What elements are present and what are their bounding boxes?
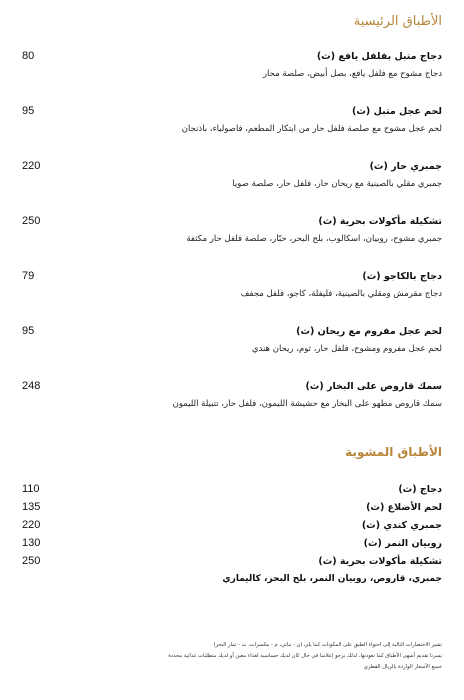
item-price: 248 <box>22 380 41 392</box>
footer-notes <box>22 640 442 673</box>
item-price: 80 <box>22 50 35 62</box>
grill-item <box>22 501 442 513</box>
menu-item <box>22 380 442 409</box>
item-name: تشكيلة مأكولات بحرية (ث) <box>318 216 442 227</box>
item-name: جمبري كندي (ث) <box>361 520 442 531</box>
menu-item <box>22 325 442 354</box>
footer-note-currency: جميع الأسعار الواردة بالريال القطري <box>363 664 442 670</box>
item-name: دجاج بالكاجو (ث) <box>362 271 442 282</box>
item-name: لحم عجل مفروم مع ريحان (ث) <box>296 326 442 337</box>
footer-note-allergy: يسرنا تقديم أشهى الأطباق كما تعودتها، لذلك نرجو إعلامنا في حال كان لديك حساسية لغذاء معين أو لديك متطلبات غذائية محددة <box>168 653 442 659</box>
item-price: 135 <box>22 501 41 513</box>
menu-item <box>22 270 442 299</box>
item-price: 130 <box>22 537 41 549</box>
mixed-seafood-description: جمبري، قاروص، روبيان النمر، بلح البحر، كاليماري <box>222 574 442 584</box>
item-description: جمبري مقلي بالصينية مع ريحان حار، فلفل حار، صلصة صويا <box>232 179 442 189</box>
item-description: دجاج مشوح مع فلفل يافع، بصل أبيض، صلصة محار <box>262 69 442 79</box>
item-price: 220 <box>22 160 41 172</box>
footer-note-abbreviations: تشير الاختصارات التالية إلى احتواء الطبق على المكونات كما يلي (ن - نباتي، م - مكسرات، ث - ثمار البحر) <box>213 642 442 648</box>
menu-item <box>22 215 442 244</box>
item-name: لحم الأضلاع (ث) <box>366 502 442 513</box>
item-description: سمك قاروص مطهو على البخار مع حشيشة الليمون، فلفل حار، تتبيلة الليمون <box>172 399 442 409</box>
item-price: 250 <box>22 215 41 227</box>
item-description: لحم عجل مشوح مع صلصة فلفل حار من ابتكار المطعم، فاصولياء، باذنجان <box>181 124 442 134</box>
item-name: تشكيلة مأكولات بحرية (ث) <box>318 556 442 567</box>
item-price: 79 <box>22 270 35 282</box>
item-name: دجاج متبل بفلفل يافع (ث) <box>316 51 442 62</box>
section-title-main-dishes: الأطباق الرئيسية <box>353 14 442 29</box>
item-price: 110 <box>22 483 40 495</box>
item-name: سمك قاروص على البخار (ث) <box>305 381 442 392</box>
grill-item <box>22 519 442 531</box>
grill-item <box>22 483 442 495</box>
item-price: 220 <box>22 519 41 531</box>
item-name: دجاج (ث) <box>398 484 442 495</box>
item-description: دجاج مقرمش ومقلي بالصينية، فليفلة، كاجو، فلفل مجفف <box>240 289 442 299</box>
menu-item <box>22 160 442 189</box>
item-price: 95 <box>22 325 35 337</box>
item-description: لحم عجل مفروم ومشوح، فلفل حار، ثوم، ريحان هندي <box>251 344 442 354</box>
menu-item <box>22 105 442 134</box>
item-description: جمبري مشوح، روبيان، اسكالوب، بلح البحر، حبّار، صلصة فلفل حار مكثفة <box>186 234 442 244</box>
item-price: 95 <box>22 105 35 117</box>
item-price: 250 <box>22 555 41 567</box>
item-name: جمبري حار (ث) <box>369 161 442 172</box>
grill-item <box>22 537 442 549</box>
menu-item <box>22 50 442 79</box>
item-name: لحم عجل متبل (ث) <box>352 106 442 117</box>
item-name: روبيان النمر (ث) <box>363 538 442 549</box>
section-title-grilled-dishes: الأطباق المشوية <box>345 445 442 459</box>
grill-item <box>22 555 442 567</box>
